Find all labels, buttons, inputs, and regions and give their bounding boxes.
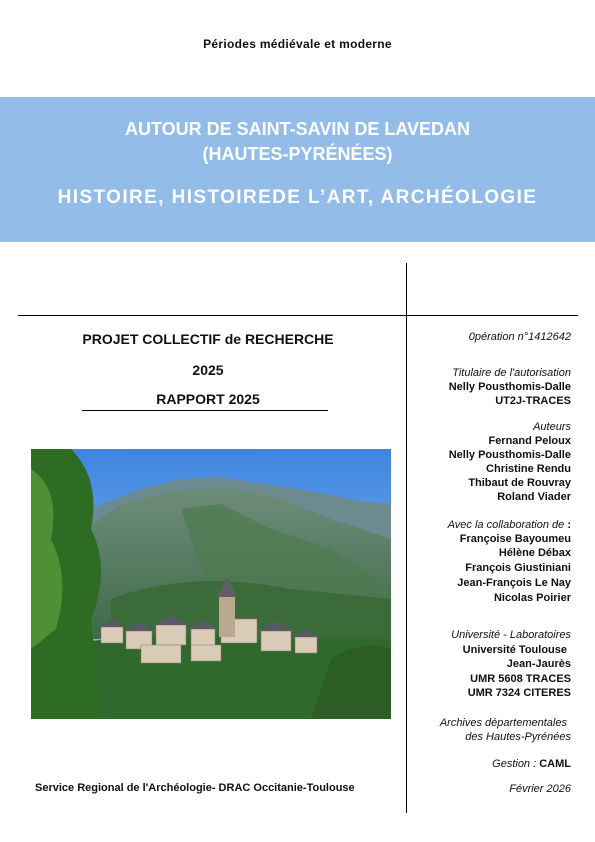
- report-underline: [82, 410, 328, 411]
- holder-name: Nelly Pousthomis-Dalle: [448, 381, 571, 393]
- service-credit: Service Regional de l'Archéologie- DRAC Occitanie-Toulouse: [35, 782, 355, 794]
- university-item: UMR 5608 TRACES: [470, 673, 571, 685]
- university-item: Université Toulouse: [462, 644, 567, 656]
- collaborator-item: Jean-François Le Nay: [457, 577, 571, 589]
- gestion-line: [492, 757, 571, 771]
- archives-line-1: Archives départementales: [439, 717, 567, 729]
- author-item: Thibaut de Rouvray: [468, 477, 571, 489]
- banner-title-line-2: (HAUTES-PYRÉNÉES): [202, 144, 393, 164]
- authors-label: Auteurs: [533, 421, 571, 433]
- collaboration-label-text: Avec la collaboration de: [447, 519, 565, 531]
- report-title: RAPPORT 2025: [156, 391, 260, 407]
- vertical-divider: [406, 263, 407, 813]
- horizontal-divider: [18, 315, 578, 316]
- author-item: Roland Viader: [497, 491, 571, 503]
- university-item: Jean-Jaurès: [506, 658, 571, 670]
- banner-title-line-1: AUTOUR DE SAINT-SAVIN DE LAVEDAN: [124, 119, 471, 139]
- gestion-label: Gestion :: [492, 758, 540, 770]
- gestion-value: CAML: [539, 758, 571, 770]
- holder-lab: UT2J-TRACES: [495, 395, 571, 407]
- collaboration-label: [448, 518, 571, 532]
- collaborator-item: Françoise Bayoumeu: [459, 533, 571, 545]
- title-banner: [0, 97, 595, 242]
- archives-line-2: des Hautes-Pyrénées: [465, 731, 571, 743]
- university-item: UMR 7324 CITERES: [467, 687, 571, 699]
- author-item: Fernand Peloux: [488, 435, 571, 447]
- collaboration-colon: :: [564, 519, 571, 531]
- project-year: 2025: [192, 362, 224, 378]
- report-date: Février 2026: [509, 783, 571, 795]
- operation-number: 0pération n°1412642: [468, 331, 571, 343]
- holder-label: Titulaire de l'autorisation: [452, 367, 571, 379]
- collaborator-item: François Giustiniani: [465, 562, 571, 574]
- university-label: Université - Laboratoires: [451, 629, 571, 641]
- collaborator-item: Nicolas Poirier: [493, 592, 571, 604]
- banner-subtitle: HISTOIRE, HISTOIREDE L’ART, ARCHÉOLOGIE: [57, 187, 538, 208]
- author-item: Nelly Pousthomis-Dalle: [448, 449, 571, 461]
- author-item: Christine Rendu: [486, 463, 571, 475]
- project-title: PROJET COLLECTIF de RECHERCHE: [82, 331, 334, 347]
- collaborator-item: Hélène Débax: [498, 547, 571, 559]
- period-subtitle: Périodes médiévale et moderne: [203, 37, 392, 51]
- village-mountain-photo: [31, 449, 391, 719]
